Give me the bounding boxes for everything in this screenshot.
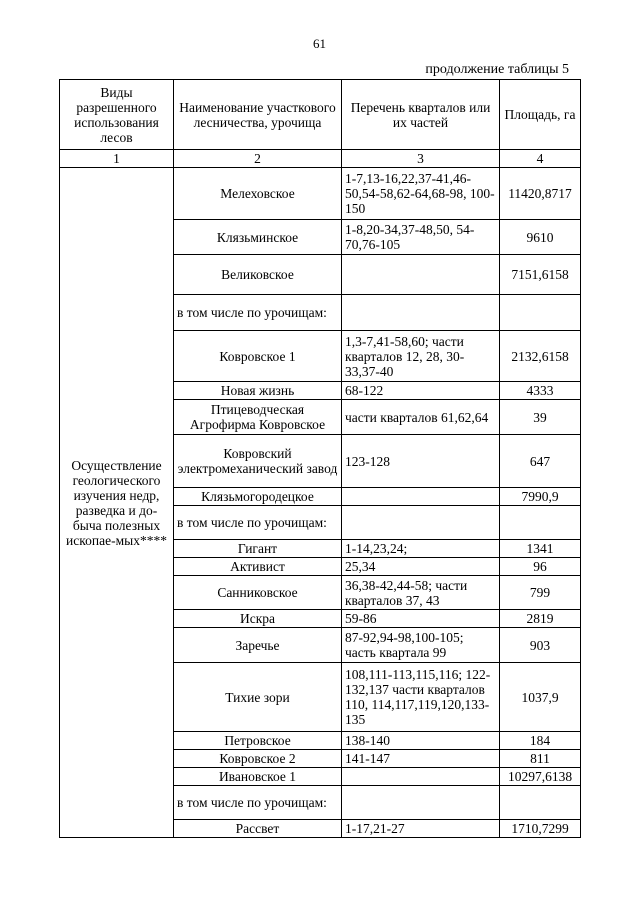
continuation-label: продолжение таблицы 5 (425, 62, 569, 77)
row-name: Клязьминское (174, 220, 342, 255)
col-number-2: 2 (174, 150, 342, 168)
row-name: Активист (174, 558, 342, 576)
row-quarters (342, 295, 500, 331)
col-number-4: 4 (500, 150, 581, 168)
row-area: 2132,6158 (500, 331, 581, 382)
row-quarters: 68-122 (342, 382, 500, 400)
table-row (60, 168, 581, 220)
page-number: 61 (313, 36, 326, 51)
row-area: 9610 (500, 220, 581, 255)
row-area: 7990,9 (500, 488, 581, 506)
row-area: 7151,6158 (500, 255, 581, 295)
row-quarters: 1,3-7,41-58,60; части кварталов 12, 28, 30-33,37-40 (342, 331, 500, 382)
row-quarters: 108,111-113,115,116; 122-132,137 части кварталов 110, 114,117,119,120,133-135 (342, 663, 500, 732)
row-quarters: 1-14,23,24; (342, 540, 500, 558)
row-name: Мелеховское (174, 168, 342, 220)
col-number-1: 1 (60, 150, 174, 168)
row-name: Тихие зори (174, 663, 342, 732)
row-name: Ковровское 2 (174, 750, 342, 768)
row-name: в том числе по урочищам: (174, 506, 342, 540)
row-name: в том числе по урочищам: (174, 295, 342, 331)
header-area: Площадь, га (500, 80, 581, 150)
row-name: Великовское (174, 255, 342, 295)
row-name: Заречье (174, 628, 342, 663)
row-area: 1710,7299 (500, 820, 581, 838)
row-area (500, 295, 581, 331)
row-name: Клязьмогородецкое (174, 488, 342, 506)
row-quarters (342, 506, 500, 540)
row-area: 1037,9 (500, 663, 581, 732)
row-name: Новая жизнь (174, 382, 342, 400)
row-name: Птицеводческая Агрофирма Ковровское (174, 400, 342, 435)
forest-use-table (59, 79, 581, 838)
row-area: 799 (500, 576, 581, 610)
row-quarters (342, 255, 500, 295)
row-quarters: 138-140 (342, 732, 500, 750)
activity-cell: Осуществление геологического изучения недр, разведка и до-быча полезных ископае-мых**** (60, 168, 174, 838)
row-name: Ивановское 1 (174, 768, 342, 786)
row-quarters (342, 786, 500, 820)
row-area: 647 (500, 435, 581, 488)
row-name: в том числе по урочищам: (174, 786, 342, 820)
row-quarters: 87-92,94-98,100-105; часть квартала 99 (342, 628, 500, 663)
row-area: 184 (500, 732, 581, 750)
row-area (500, 506, 581, 540)
row-quarters (342, 488, 500, 506)
row-area: 96 (500, 558, 581, 576)
row-quarters: 141-147 (342, 750, 500, 768)
row-quarters: 1-8,20-34,37-48,50, 54-70,76-105 (342, 220, 500, 255)
row-name: Санниковское (174, 576, 342, 610)
header-quarters: Перечень кварталов или их частей (342, 80, 500, 150)
row-quarters: 123-128 (342, 435, 500, 488)
row-quarters: 59-86 (342, 610, 500, 628)
col-number-3: 3 (342, 150, 500, 168)
row-name: Искра (174, 610, 342, 628)
row-quarters: 25,34 (342, 558, 500, 576)
row-name: Рассвет (174, 820, 342, 838)
row-quarters: части кварталов 61,62,64 (342, 400, 500, 435)
header-forestry-name: Наименование участкового лесничества, урочища (174, 80, 342, 150)
row-name: Ковровское 1 (174, 331, 342, 382)
row-area: 39 (500, 400, 581, 435)
row-quarters: 36,38-42,44-58; части кварталов 37, 43 (342, 576, 500, 610)
row-name: Петровское (174, 732, 342, 750)
row-area: 811 (500, 750, 581, 768)
row-area: 2819 (500, 610, 581, 628)
row-area: 10297,6138 (500, 768, 581, 786)
row-name: Гигант (174, 540, 342, 558)
row-area: 11420,8717 (500, 168, 581, 220)
row-quarters (342, 768, 500, 786)
row-area: 903 (500, 628, 581, 663)
row-area (500, 786, 581, 820)
header-use-type: Виды разрешенного использования лесов (60, 80, 174, 150)
row-quarters: 1-17,21-27 (342, 820, 500, 838)
row-quarters: 1-7,13-16,22,37-41,46-50,54-58,62-64,68-98, 100-150 (342, 168, 500, 220)
row-area: 4333 (500, 382, 581, 400)
row-name: Ковровский электромеханический завод (174, 435, 342, 488)
row-area: 1341 (500, 540, 581, 558)
